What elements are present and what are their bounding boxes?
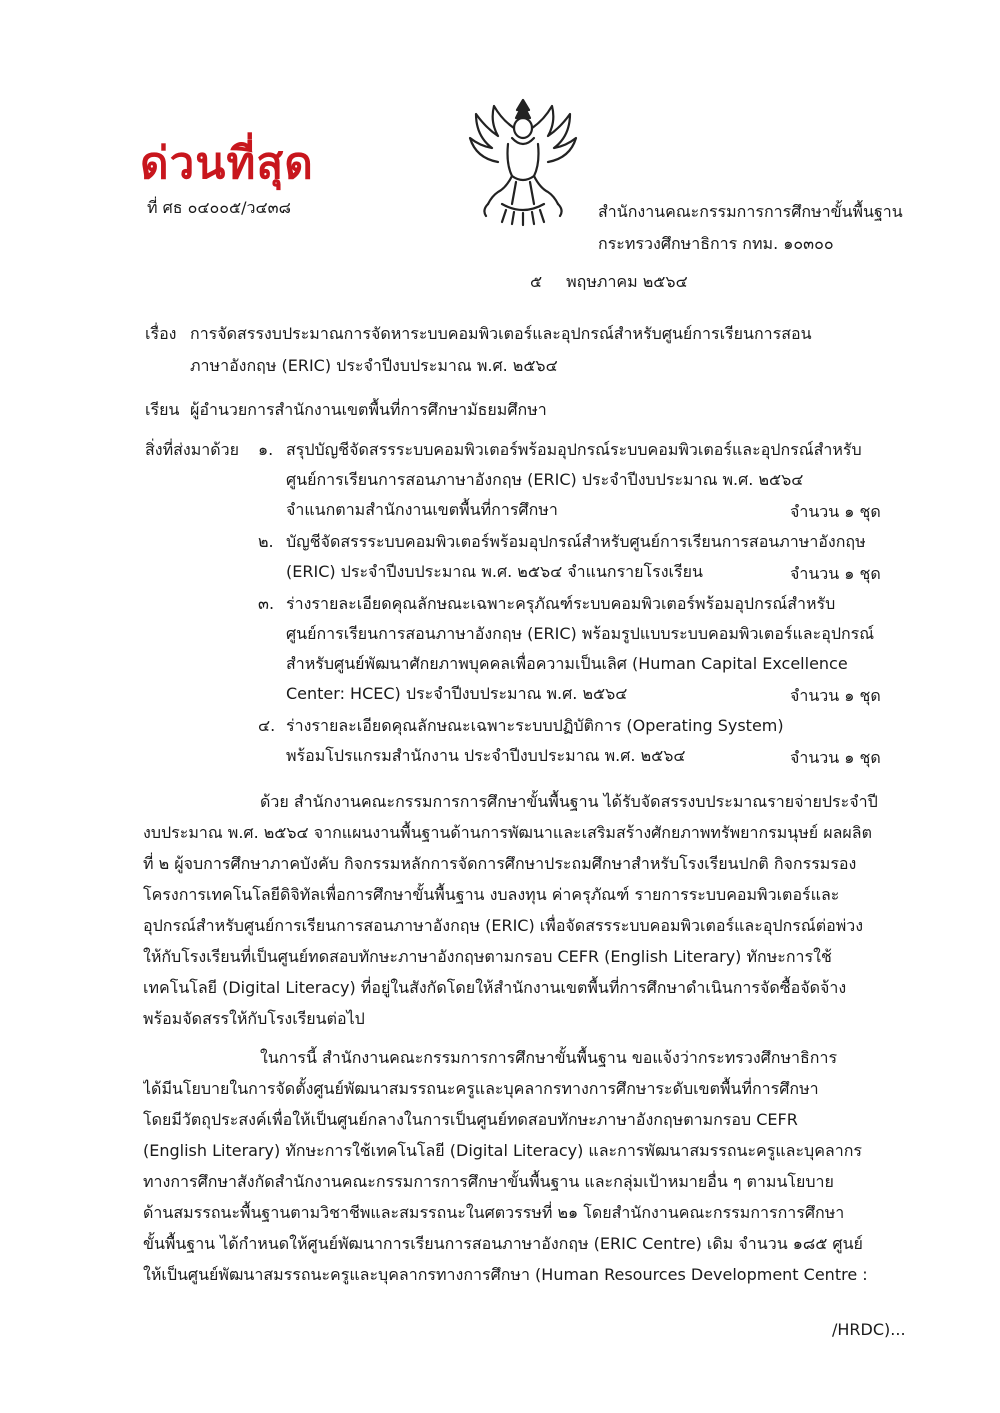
sender-address <box>598 196 903 260</box>
enclosure-quantity: จำนวน ๑ ชุด <box>790 502 881 521</box>
paragraph-line: เทคโนโลยี (Digital Literacy) ที่อยู่ในสังกัดโดยให้สำนักงานเขตพื้นที่การศึกษาดำเนินการจัดซื้อจัดจ้าง <box>143 978 847 997</box>
body-paragraph-2 <box>143 1042 908 1290</box>
subject-line-1: การจัดสรรงบประมาณการจัดหาระบบคอมพิวเตอร์และอุปกรณ์สำหรับศูนย์การเรียนการสอน <box>190 324 812 343</box>
enclosures-label: สิ่งที่ส่งมาด้วย <box>145 440 239 459</box>
enclosure-quantity: จำนวน ๑ ชุด <box>790 686 881 705</box>
body-paragraph-1 <box>143 786 908 1034</box>
enclosure-line: (ERIC) ประจำปีงบประมาณ พ.ศ. ๒๕๖๔ จำแนกรายโรงเรียน <box>286 562 703 581</box>
paragraph-line: อุปกรณ์สำหรับศูนย์การเรียนการสอนภาษาอังกฤษ (ERIC) เพื่อจัดสรรระบบคอมพิวเตอร์และอุปกรณ์ต่อพ่วง <box>143 916 864 935</box>
urgency-stamp: ด่วนที่สุด <box>140 138 314 189</box>
garuda-emblem-icon <box>462 92 584 227</box>
enclosure-number: ๔. <box>258 716 276 735</box>
enclosure-line: สำหรับศูนย์พัฒนาศักยภาพบุคคลเพื่อความเป็นเลิศ (Human Capital Excellence <box>286 654 848 673</box>
enclosure-line: จำแนกตามสำนักงานเขตพื้นที่การศึกษา <box>286 500 558 519</box>
enclosure-line: ร่างรายละเอียดคุณลักษณะเฉพาะระบบปฏิบัติการ (Operating System) <box>286 716 784 735</box>
enclosure-number: ๓. <box>258 594 275 613</box>
paragraph-line: ด้านสมรรถนะพื้นฐานตามวิชาชีพและสมรรถนะในศตวรรษที่ ๒๑ โดยสำนักงานคณะกรรมการการศึกษา <box>143 1203 845 1222</box>
subject-label: เรื่อง <box>145 324 177 343</box>
enclosure-line: ศูนย์การเรียนการสอนภาษาอังกฤษ (ERIC) พร้อมรูปแบบระบบคอมพิวเตอร์และอุปกรณ์ <box>286 624 875 643</box>
paragraph-line: โดยมีวัตถุประสงค์เพื่อให้เป็นศูนย์กลางในการเป็นศูนย์ทดสอบทักษะภาษาอังกฤษตามกรอบ CEFR <box>143 1110 798 1129</box>
paragraph-line: ด้วย สำนักงานคณะกรรมการการศึกษาขั้นพื้นฐาน ได้รับจัดสรรงบประมาณรายจ่ายประจำปี <box>260 792 878 811</box>
paragraph-line: ทางการศึกษาสังกัดสำนักงานคณะกรรมการการศึกษาขั้นพื้นฐาน และกลุ่มเป้าหมายอื่น ๆ ตามนโยบาย <box>143 1172 834 1191</box>
enclosure-line: สรุปบัญชีจัดสรรระบบคอมพิวเตอร์พร้อมอุปกรณ์ระบบคอมพิวเตอร์และอุปกรณ์สำหรับ <box>286 440 862 459</box>
paragraph-line: (English Literary) ทักษะการใช้เทคโนโลยี (Digital Literacy) และการพัฒนาสมรรถนะครูและบุคลากร <box>143 1141 862 1160</box>
enclosure-line: พร้อมโปรแกรมสำนักงาน ประจำปีงบประมาณ พ.ศ. ๒๕๖๔ <box>286 746 686 765</box>
paragraph-line: ที่ ๒ ผู้จบการศึกษาภาคบังคับ กิจกรรมหลักการจัดการศึกษาประถมศึกษาสำหรับโรงเรียนปกติ กิจกรรมรอง <box>143 854 857 873</box>
addressee-label: เรียน <box>145 400 180 419</box>
enclosure-number: ๒. <box>258 532 274 551</box>
enclosure-line: Center: HCEC) ประจำปีงบประมาณ พ.ศ. ๒๕๖๔ <box>286 684 628 703</box>
paragraph-line: ได้มีนโยบายในการจัดตั้งศูนย์พัฒนาสมรรถนะครูและบุคลากรทางการศึกษาระดับเขตพื้นที่การศึกษา <box>143 1079 819 1098</box>
sender-ministry: กระทรวงศึกษาธิการ กทม. ๑๐๓๐๐ <box>598 234 834 253</box>
letter-date <box>530 270 688 295</box>
paragraph-line: ขั้นพื้นฐาน ได้กำหนดให้ศูนย์พัฒนาการเรียนการสอนภาษาอังกฤษ (ERIC Centre) เดิม จำนวน ๑๘๕ ศูนย์ <box>143 1234 863 1253</box>
enclosure-line: บัญชีจัดสรรระบบคอมพิวเตอร์พร้อมอุปกรณ์สำหรับศูนย์การเรียนการสอนภาษาอังกฤษ <box>286 532 866 551</box>
subject-line-2: ภาษาอังกฤษ (ERIC) ประจำปีงบประมาณ พ.ศ. ๒๕๖๔ <box>190 356 558 375</box>
paragraph-line: ในการนี้ สำนักงานคณะกรรมการการศึกษาขั้นพื้นฐาน ขอแจ้งว่ากระทรวงศึกษาธิการ <box>260 1048 838 1067</box>
date-month-year: พฤษภาคม ๒๕๖๔ <box>566 272 688 291</box>
paragraph-line: โครงการเทคโนโลยีดิจิทัลเพื่อการศึกษาขั้นพื้นฐาน งบลงทุน ค่าครุภัณฑ์ รายการระบบคอมพิวเตอร์และ <box>143 885 840 904</box>
paragraph-line: งบประมาณ พ.ศ. ๒๕๖๔ จากแผนงานพื้นฐานด้านการพัฒนาและเสริมสร้างศักยภาพทรัพยากรมนุษย์ ผลผลิต <box>143 823 872 842</box>
paragraph-line: พร้อมจัดสรรให้กับโรงเรียนต่อไป <box>143 1009 365 1028</box>
addressee-text: ผู้อำนวยการสำนักงานเขตพื้นที่การศึกษามัธยมศึกษา <box>190 400 547 419</box>
reference-number: ที่ ศธ ๐๔๐๐๕/ว๔๓๘ <box>147 198 291 217</box>
enclosure-number: ๑. <box>258 440 274 459</box>
enclosure-line: ร่างรายละเอียดคุณลักษณะเฉพาะครุภัณฑ์ระบบคอมพิวเตอร์พร้อมอุปกรณ์สำหรับ <box>286 594 836 613</box>
enclosure-quantity: จำนวน ๑ ชุด <box>790 564 881 583</box>
enclosure-line: ศูนย์การเรียนการสอนภาษาอังกฤษ (ERIC) ประจำปีงบประมาณ พ.ศ. ๒๕๖๔ <box>286 470 804 489</box>
continuation-marker: /HRDC)... <box>832 1320 906 1339</box>
paragraph-line: ให้กับโรงเรียนที่เป็นศูนย์ทดสอบทักษะภาษาอังกฤษตามกรอบ CEFR (English Literary) ทักษะการใช้ <box>143 947 832 966</box>
enclosure-quantity: จำนวน ๑ ชุด <box>790 748 881 767</box>
sender-office: สำนักงานคณะกรรมการการศึกษาขั้นพื้นฐาน <box>598 202 903 221</box>
paragraph-line: ให้เป็นศูนย์พัฒนาสมรรถนะครูและบุคลากรทางการศึกษา (Human Resources Development Centre : <box>143 1265 868 1284</box>
date-day: ๕ <box>530 272 543 291</box>
